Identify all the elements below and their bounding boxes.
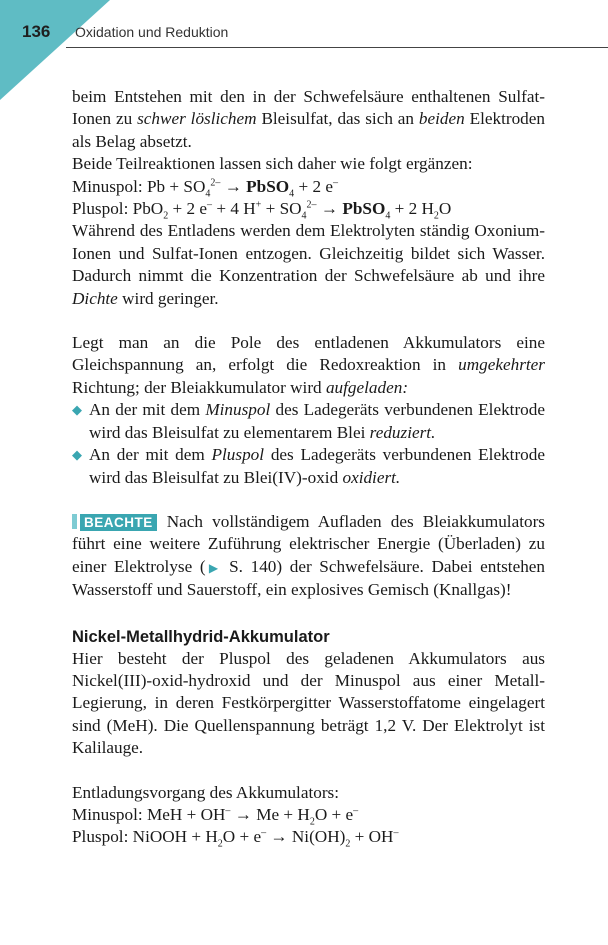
page-number: 136: [22, 22, 51, 41]
page-reference-arrow-icon: ▶: [205, 560, 222, 575]
equation-lead-pluspol: Pluspol: PbO$_2$ + 2 e– + 4 $H^+ + SO_4^{2-}$ → PbSO$_4$ + 2 $H_2O$: [72, 199, 452, 222]
equation-lead-minuspol: Minuspol: $Pb + SO_4^{2-}$ → PbSO$_4$ + 2 e–: [72, 176, 338, 200]
diamond-bullet-icon: ◆: [72, 402, 82, 418]
note-label: BEACHTE: [80, 514, 157, 531]
diamond-bullet-icon: ◆: [72, 447, 82, 463]
paragraph-charging: Legt man an die Pole des entladenen Akkumulators eine Gleichspannung an, erfolgt die Redoxreaktion in umgekehrter Richtung; der Bleiakkumulator wird aufgeladen:: [72, 333, 545, 397]
list-item: ◆ An der mit dem Pluspol des Ladegeräts verbundenen Elektrode wird das Bleisulfat zu Blei(IV)-oxid oxidiert.: [72, 445, 545, 487]
discharge-intro: Entladungsvorgang des Akkumulators:: [72, 782, 340, 802]
corner-accent-triangle: [0, 0, 110, 100]
page-reference-link[interactable]: S. 140: [229, 556, 277, 576]
header-rule: [66, 47, 608, 48]
equation-nimh-minuspol: Minuspol: MeH + $OH^- \to Me + H_2O + e^-$: [72, 804, 359, 828]
note-bar-icon: [72, 514, 77, 529]
list-item: ◆ An der mit dem Minuspol des Ladegeräts verbundenen Elektrode wird das Bleisulfat zu elementarem Blei reduziert.: [72, 400, 545, 442]
charging-bullet-list: [72, 399, 545, 489]
section-heading: Nickel-Metallhydrid-Akkumulator: [72, 627, 330, 646]
equation-nimh-pluspol: Pluspol: NiOOH + $H_2O + e^- \to Ni(OH)_2 + OH^-$: [72, 827, 399, 850]
paragraph-nimh: Hier besteht der Pluspol des geladenen Akkumulators aus Nickel(III)-oxid-hydroxid und der Minuspol aus einer Metall-Legierung, in deren Festkörpergitter Wasserstoffatome eingelagert sind (MeH). Die Quellenspannung beträgt 1,2 V. Der Elektrolyt ist Kalilauge.: [72, 648, 545, 758]
paragraph-discharge: Während des Entladens werden dem Elektrolyten ständig Oxonium-Ionen und Sulfat-Ionen entzogen. Gleichzeitig bildet sich Wasser. Dadurch nimmt die Konzentration der Schwefelsäure ab und ihre Dichte wird geringer.: [72, 221, 545, 308]
running-title: Oxidation und Reduktion: [75, 24, 229, 40]
paragraph-sulfate-deposit: beim Entstehen mit den in der Schwefelsäure enthaltenen Sulfat-Ionen zu schwer löslichem Bleisulfat, das sich an beiden Elektroden als Belag absetzt.: [72, 87, 545, 151]
reactions-intro: Beide Teilreaktionen lassen sich daher wie folgt ergänzen:: [72, 154, 473, 174]
note-box: BEACHTE Nach vollständigem Aufladen des Bleiakkumulators führt eine weitere Zuführung elektrischer Energie (Überladen) zu einer Elektrolyse (▶ S. 140) der Schwefelsäure. Dabei entstehen Wasserstoff und Sauerstoff, ein explosives Gemisch (Knallgas)!: [72, 511, 546, 600]
page-content: [72, 86, 545, 849]
